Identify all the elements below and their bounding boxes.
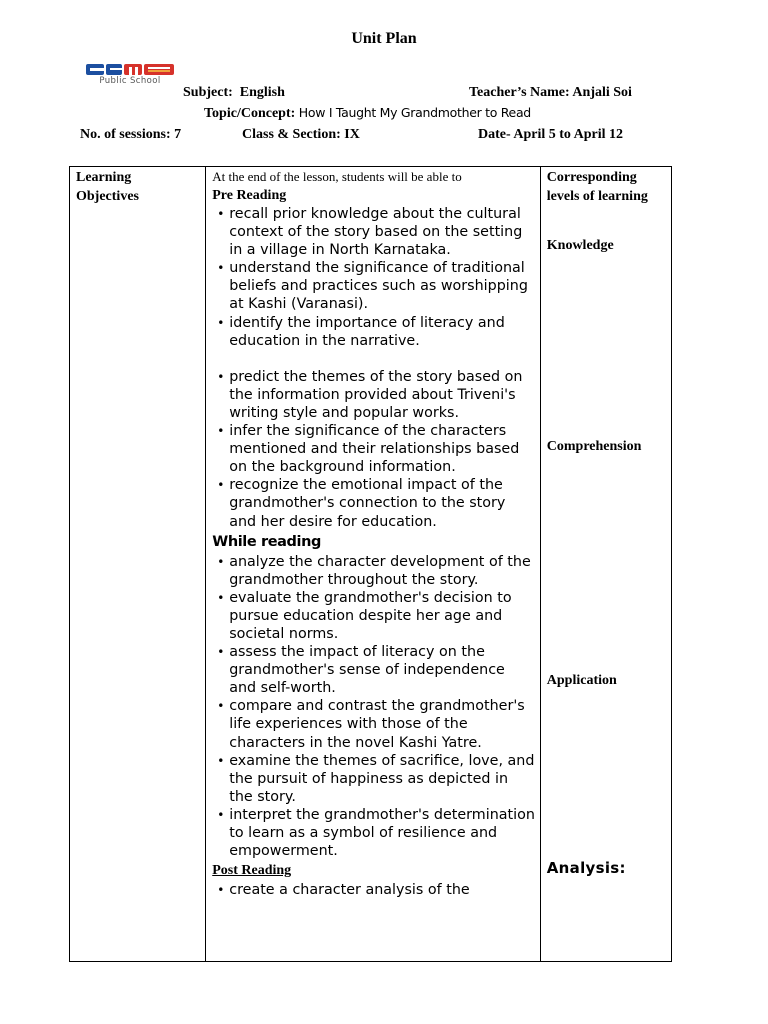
level-analysis: Analysis: <box>546 859 626 877</box>
class-value: IX <box>344 127 360 142</box>
list-item: • understand the significance of traditional beliefs and practices such as worshipping at Kashi (Varanasi). <box>217 260 528 313</box>
list-item: • compare and contrast the grandmother's life experiences with those of the characters in the novel Kashi Yatre. <box>217 698 525 751</box>
pre-reading-heading: Pre Reading <box>212 188 287 203</box>
level-application: Application <box>546 673 617 688</box>
subject-value: English <box>239 85 285 100</box>
date-line: Date- April 5 to April 12 <box>478 127 624 142</box>
post-reading-list <box>212 881 536 899</box>
teacher-value: Anjali Soi <box>572 85 632 100</box>
col1-header-line1: Learning <box>76 170 132 185</box>
col3-header-line2: levels of learning <box>546 189 648 204</box>
list-item: • infer the significance of the characters mentioned and their relationships based on the background information. <box>217 423 520 476</box>
list-item: • create a character analysis of the <box>217 882 470 899</box>
subject-line <box>183 85 285 101</box>
subject-label: Subject: <box>183 85 233 100</box>
list-item: • recall prior knowledge about the cultural context of the story based on the setting in a village in North Karnataka. <box>217 206 523 259</box>
pre-reading-list <box>212 205 536 350</box>
while-reading-heading: While reading <box>212 533 321 550</box>
col1-header-line2: Objectives <box>76 189 139 204</box>
while-reading-list <box>212 553 536 861</box>
list-item: • evaluate the grandmother's decision to pursue education despite her age and societal norms. <box>217 589 512 642</box>
list-item: • assess the impact of literacy on the grandmother's sense of independence and self-worth. <box>217 644 505 697</box>
table-row <box>70 167 672 962</box>
teacher-label: Teacher’s Name: <box>469 85 570 100</box>
col3-header <box>541 167 671 207</box>
unit-plan-table <box>69 166 672 962</box>
topic-label: Topic/Concept: <box>204 106 296 121</box>
document-title: Unit Plan <box>351 30 417 47</box>
sessions-value: 7 <box>174 127 182 142</box>
sessions-line <box>80 127 181 143</box>
objectives-content-cell <box>206 167 541 962</box>
topic-value: How I Taught My Grandmother to Read <box>298 105 531 120</box>
list-item: • analyze the character development of the grandmother throughout the story. <box>217 553 531 588</box>
list-item: • examine the themes of sacrifice, love, and the pursuit of happiness as depicted in the story. <box>217 752 535 805</box>
list-item: • identify the importance of literacy and education in the narrative. <box>217 314 505 349</box>
intro-text: At the end of the lesson, students will be able to <box>212 169 462 184</box>
topic-line <box>204 105 531 122</box>
level-comprehension: Comprehension <box>546 439 642 454</box>
logo-subtitle: Public School <box>99 76 161 86</box>
list-item: • interpret the grandmother's determination to learn as a symbol of resilience and empowerment. <box>217 806 535 860</box>
level-knowledge: Knowledge <box>546 238 614 253</box>
list-item: • recognize the emotional impact of the grandmother's connection to the story and her desire for education. <box>217 477 506 530</box>
col1-header <box>70 167 205 207</box>
spacer <box>212 350 536 368</box>
learning-objectives-cell <box>70 167 206 962</box>
gems-logo-icon <box>84 63 176 77</box>
list-item: • predict the themes of the story based on the information provided about Triveni's writing style and popular works. <box>217 368 523 421</box>
levels-of-learning-cell <box>540 167 671 962</box>
post-reading-heading: Post Reading <box>212 863 292 879</box>
class-line <box>242 127 360 143</box>
sessions-label: No. of sessions: <box>80 127 171 142</box>
pre-reading-list-2 <box>212 368 536 531</box>
class-label: Class & Section: <box>242 127 341 142</box>
col3-header-line1: Corresponding <box>546 170 637 185</box>
teacher-line <box>469 85 632 101</box>
